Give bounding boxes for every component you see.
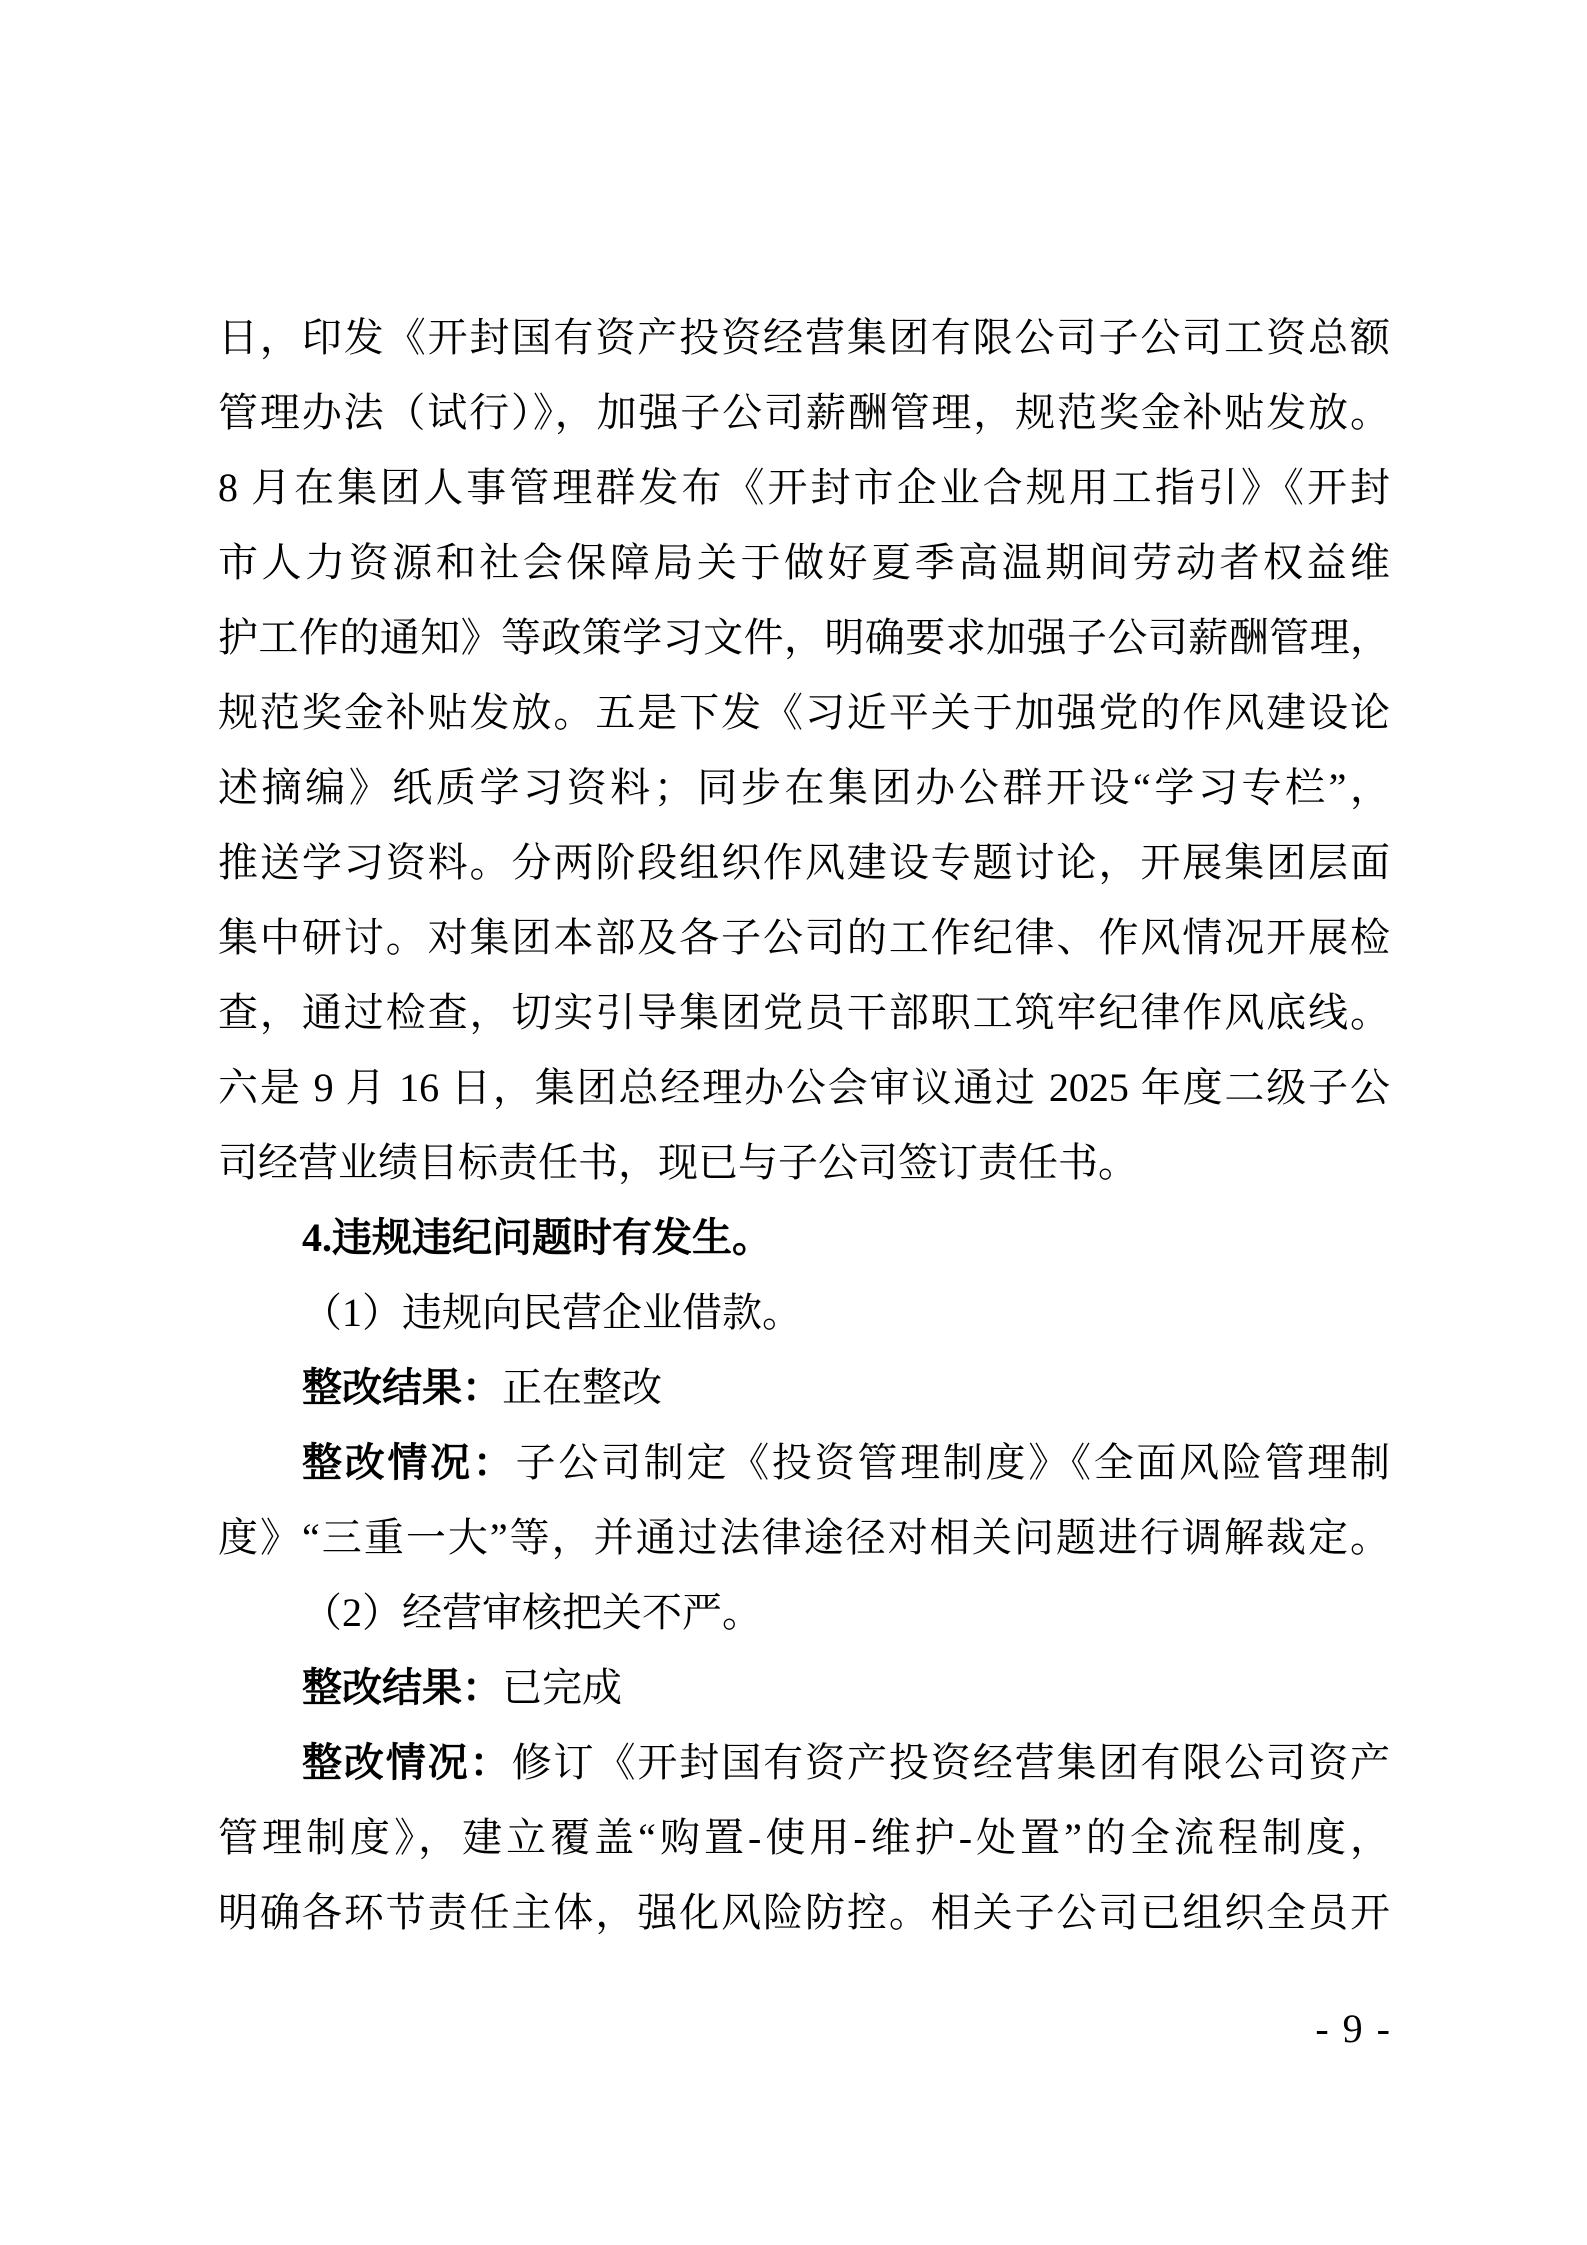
text-line (218, 825, 1390, 900)
text-line (218, 1125, 1390, 1200)
text-line (218, 300, 1390, 375)
line-text: （1）违规向民营企业借款。 (302, 1290, 802, 1335)
line-text: 推送学习资料。分两阶段组织作风建设专题讨论，开展集团层面 (218, 840, 1390, 885)
bold-label: 整改情况： (302, 1740, 512, 1785)
line-text: 管理办法（试行）》，加强子公司薪酬管理，规范奖金补贴发放。 (218, 390, 1390, 435)
line-text: 述摘编》纸质学习资料；同步在集团办公群开设“学习专栏”， (218, 765, 1390, 810)
line-text: 护工作的通知》等政策学习文件，明确要求加强子公司薪酬管理， (218, 615, 1390, 660)
text-line (218, 1050, 1390, 1125)
bold-label: 整改结果： (302, 1665, 502, 1710)
line-text: 管理制度》，建立覆盖“购置-使用-维护-处置”的全流程制度， (218, 1815, 1390, 1860)
text-line (218, 975, 1390, 1050)
text-line (218, 1275, 1390, 1350)
text-line (218, 1350, 1390, 1425)
line-text: 明确各环节责任主体，强化风险防控。相关子公司已组织全员开 (218, 1890, 1390, 1935)
line-text: （2）经营审核把关不严。 (302, 1590, 762, 1635)
text-line (218, 675, 1390, 750)
line-text: 子公司制定《投资管理制度》《全面风险管理制 (515, 1440, 1390, 1485)
text-line (218, 1875, 1390, 1950)
text-line (218, 900, 1390, 975)
text-line (218, 1800, 1390, 1875)
text-line (218, 750, 1390, 825)
text-line (218, 1725, 1390, 1800)
text-line (218, 1500, 1390, 1575)
line-text: 集中研讨。对集团本部及各子公司的工作纪律、作风情况开展检 (218, 915, 1390, 960)
text-line (218, 600, 1390, 675)
line-text: 正在整改 (502, 1365, 662, 1410)
bold-label: 整改情况： (302, 1440, 516, 1485)
line-text: 度》“三重一大”等，并通过法律途径对相关问题进行调解裁定。 (218, 1515, 1390, 1560)
text-line (218, 375, 1390, 450)
line-text: 查，通过检查，切实引导集团党员干部职工筑牢纪律作风底线。 (218, 990, 1390, 1035)
body-text (218, 300, 1390, 1950)
text-line (218, 525, 1390, 600)
text-line (218, 1200, 1390, 1275)
line-text: 司经营业绩目标责任书，现已与子公司签订责任书。 (218, 1140, 1138, 1185)
bold-label: 整改结果： (302, 1365, 502, 1410)
bold-label: 4.违规违纪问题时有发生。 (302, 1215, 772, 1260)
line-text: 8 月在集团人事管理群发布《开封市企业合规用工指引》《开封 (218, 465, 1390, 510)
text-line (218, 1650, 1390, 1725)
text-line (218, 1425, 1390, 1500)
line-text: 规范奖金补贴发放。五是下发《习近平关于加强党的作风建设论 (218, 690, 1390, 735)
line-text: 日，印发《开封国有资产投资经营集团有限公司子公司工资总额 (218, 315, 1390, 360)
text-line (218, 450, 1390, 525)
text-line (218, 1575, 1390, 1650)
line-text: 市人力资源和社会保障局关于做好夏季高温期间劳动者权益维 (218, 540, 1390, 585)
line-text: 六是 9 月 16 日，集团总经理办公会审议通过 2025 年度二级子公 (218, 1065, 1390, 1110)
page-number: - 9 - (1315, 2006, 1392, 2051)
line-text: 修订《开封国有资产投资经营集团有限公司资产 (511, 1740, 1390, 1785)
line-text: 已完成 (502, 1665, 622, 1710)
